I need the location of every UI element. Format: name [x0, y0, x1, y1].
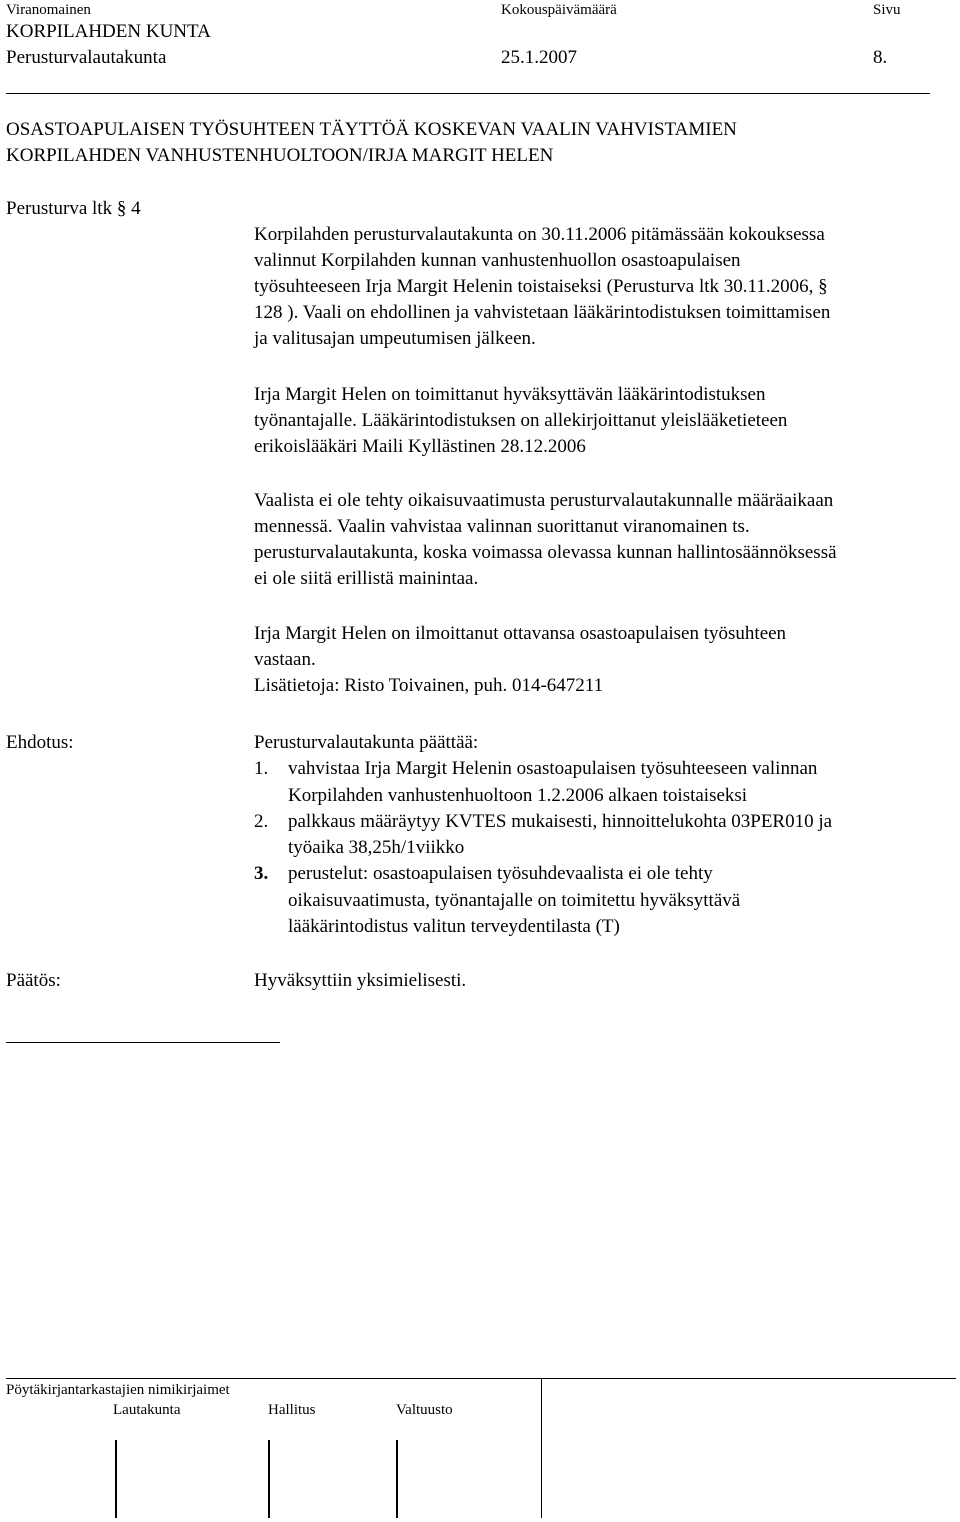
title-line-2: KORPILAHDEN VANHUSTENHUOLTOON/IRJA MARGIT HELEN [6, 145, 554, 166]
proposal-item-number: 1. [254, 758, 269, 780]
proposal-item [254, 809, 954, 862]
proposal-item-line: oikaisuvaatimusta, työnantajalle on toimitettu hyväksyttävä [288, 889, 741, 911]
paragraph-line: Irja Margit Helen on ilmoittanut ottavansa osastoapulaisen työsuhteen [254, 623, 787, 644]
proposal-item-line: Korpilahden vanhustenhuoltoon 1.2.2006 alkaen toistaiseksi [288, 784, 748, 806]
footer-box [6, 1378, 956, 1519]
section-reference: Perusturva ltk § 4 [6, 198, 141, 219]
page-number: 8. [873, 47, 888, 68]
decision-label: Päätös: [6, 970, 61, 991]
proposal-item-line: palkkaus määräytyy KVTES mukaisesti, hinnoittelukohta 03PER010 ja [288, 810, 833, 832]
paragraph-line: Lisätietoja: Risto Toivainen, puh. 014-647211 [254, 675, 604, 696]
paragraph-line: valinnut Korpilahden kunnan vanhustenhuollon osastoapulaisen [254, 250, 741, 271]
proposal-item-line: perustelut: osastoapulaisen työsuhdevaalista ei ole tehty [288, 863, 713, 885]
proposal-item [254, 756, 954, 809]
municipality-name: KORPILAHDEN KUNTA [6, 21, 211, 42]
paragraph-2 [254, 382, 944, 460]
paragraph-line: työnantajalle. Lääkärintodistuksen on allekirjoittanut yleislääketieteen [254, 410, 788, 431]
header-divider [6, 93, 930, 94]
footer-title: Pöytäkirjantarkastajien nimikirjaimet [6, 1382, 230, 1398]
proposal-item-line: lääkärintodistus valitun terveydentilasta (T) [288, 916, 620, 938]
end-rule [6, 1042, 280, 1043]
proposal-item-line: vahvistaa Irja Margit Helenin osastoapulaisen työsuhteeseen valinnan [288, 758, 818, 780]
paragraph-line: työsuhteeseen Irja Margit Helenin toistaiseksi (Perusturva ltk 30.11.2006, § [254, 276, 828, 297]
proposal-item-line: työaika 38,25h/1viikko [288, 837, 465, 859]
paragraph-line: Irja Margit Helen on toimittanut hyväksyttävän lääkärintodistuksen [254, 384, 766, 405]
paragraph-line: erikoislääkäri Maili Kyllästinen 28.12.2006 [254, 436, 586, 457]
decision-text: Hyväksyttiin yksimielisesti. [254, 970, 467, 991]
footer-divider [541, 1378, 542, 1518]
paragraph-line: vastaan. [254, 649, 316, 670]
paragraph-line: perusturvalautakunta, koska voimassa olevassa kunnan hallintosäännöksessä [254, 542, 837, 563]
signature-line-valtuusto [396, 1440, 398, 1518]
paragraph-line: mennessä. Vaalin vahvistaa valinnan suorittanut viranomainen ts. [254, 516, 750, 537]
title-line-1: OSASTOAPULAISEN TYÖSUHTEEN TÄYTTÖÄ KOSKEVAN VAALIN VAHVISTAMIEN [6, 119, 737, 140]
meeting-date: 25.1.2007 [501, 47, 577, 68]
proposal-item-number: 3. [254, 863, 269, 885]
label-viranomainen: Viranomainen [6, 2, 91, 18]
paragraph-line: Korpilahden perusturvalautakunta on 30.11.2006 pitämässään kokouksessa [254, 224, 825, 245]
paragraph-line: Vaalista ei ole tehty oikaisuvaatimusta perusturvalautakunnalle määräaikaan [254, 490, 834, 511]
signature-line-lautakunta [115, 1440, 117, 1518]
paragraph-line: ei ole siitä erillistä mainintaa. [254, 568, 479, 589]
label-kokouspaivamaara: Kokouspäivämäärä [501, 2, 617, 18]
footer-col-hallitus: Hallitus [268, 1402, 316, 1418]
proposal-item-number: 2. [254, 810, 269, 832]
paragraph-3 [254, 488, 944, 592]
paragraph-1 [254, 222, 944, 352]
footer-col-lautakunta: Lautakunta [113, 1402, 181, 1418]
label-sivu: Sivu [873, 2, 901, 18]
signature-line-hallitus [268, 1440, 270, 1518]
proposal-item [254, 861, 954, 940]
proposal-block [254, 730, 954, 940]
proposal-intro: Perusturvalautakunta päättää: [254, 732, 479, 753]
paragraph-line: 128 ). Vaali on ehdollinen ja vahvistetaan lääkärintodistuksen toimittamisen [254, 302, 831, 323]
proposal-label: Ehdotus: [6, 732, 74, 753]
paragraph-line: ja valitusajan umpeutumisen jälkeen. [254, 328, 536, 349]
paragraph-4 [254, 621, 944, 699]
authority-name: Perusturvalautakunta [6, 47, 167, 68]
footer-col-valtuusto: Valtuusto [396, 1402, 453, 1418]
